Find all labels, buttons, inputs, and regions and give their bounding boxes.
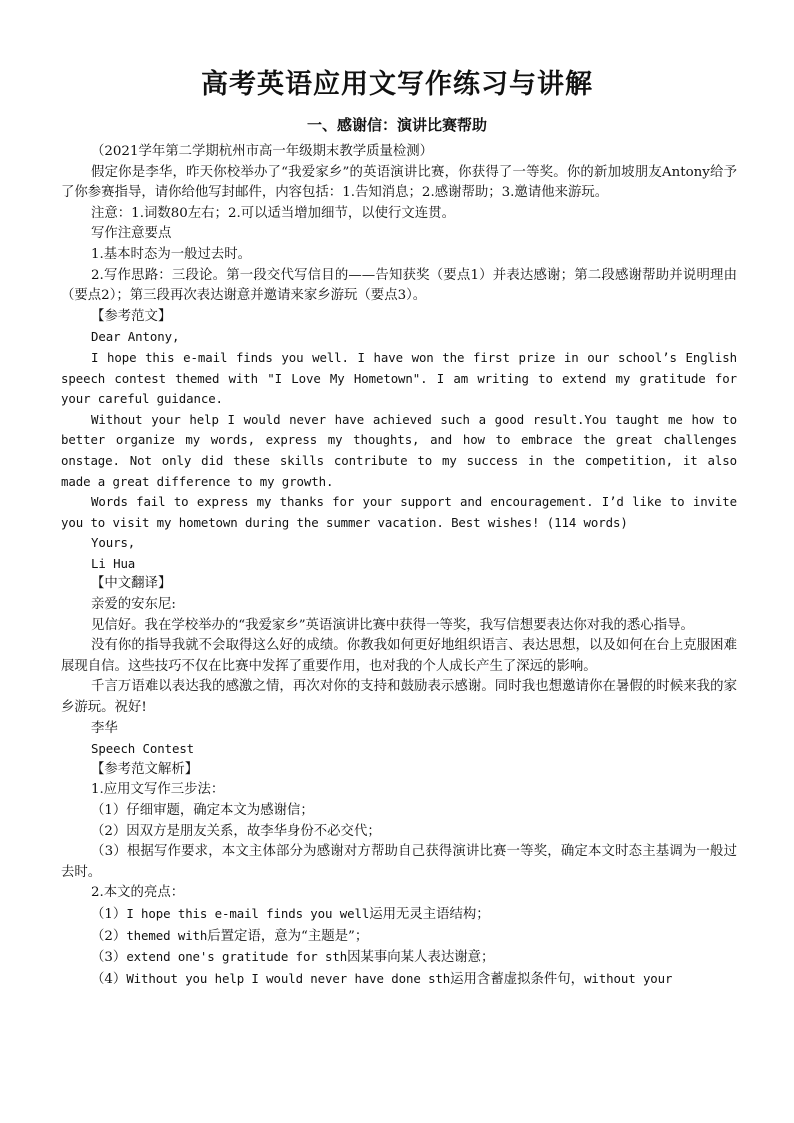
- analysis-step-2: （2）因双方是朋友关系，故李华身份不必交代；: [91, 823, 381, 839]
- highlight-4-chinese: 运用含蓄虚拟条件句，: [450, 971, 585, 987]
- highlights-heading: 2.本文的亮点：: [91, 885, 185, 901]
- analysis-step-heading: 1.应用文写作三步法：: [91, 782, 225, 798]
- translation-paragraph-3: 千言万语难以表达我的感激之情，再次对你的支持和鼓励表示感谢。同时我也想邀请你在暑假的时候来我的家乡游玩。祝好!: [61, 679, 737, 716]
- analysis-step-1: （1）仔细审题，确定本文为感谢信；: [91, 803, 314, 818]
- translation-heading: 【中文翻译】: [91, 576, 172, 592]
- letter-signature: Li Hua: [91, 555, 136, 571]
- highlight-3: （3）extend one's gratitude for sth因某事向某人表达谢意；: [91, 949, 495, 966]
- highlight-1: （1）I hope this e-mail finds you well运用无灵主语结构；: [91, 905, 490, 922]
- tips-heading: 写作注意要点: [91, 226, 172, 242]
- letter-paragraph-2: Without your help I would never have achieved such a good result.You taught me how to better organize my words, express my thoughts, and how to embrace the great challenges onstage. Not only did these skills contribute to my success in the competition, it also made a great difference to my growth.: [61, 411, 737, 489]
- letter-paragraph-1: I hope this e-mail finds you well. I have won the first prize in our school’s English speech contest themed with "I Love My Hometown". I am writing to extend my gratitude for your careful guidance.: [61, 349, 737, 407]
- translation-subject: Speech Contest: [91, 741, 195, 757]
- translation-signature: 李华: [91, 720, 118, 736]
- analysis-step-3: （3）根据写作要求，本文主体部分为感谢对方帮助自己获得演讲比赛一等奖，确定本文时态主基调为一般过去时。: [61, 844, 737, 880]
- document-body: [61, 142, 737, 990]
- reference-heading: 【参考范文】: [91, 308, 172, 324]
- highlight-4-tail: without your: [584, 970, 673, 986]
- analysis-heading: 【参考范文解析】: [91, 761, 199, 777]
- highlight-3-english: extend one's gratitude for sth: [126, 949, 348, 965]
- highlight-4: （4）Without you help I would never have done sth运用含蓄虚拟条件句，without your: [91, 970, 673, 987]
- highlight-2: （2）themed with后置定语，意为“主题是”；: [91, 927, 369, 944]
- highlight-1-english: I hope this e-mail finds you well: [126, 905, 370, 921]
- highlight-4-english: Without you help I would never have done sth: [126, 970, 451, 986]
- document-title: 高考英语应用文写作练习与讲解: [201, 69, 593, 100]
- translation-paragraph-1: 见信好。我在学校举办的“我爱家乡”英语演讲比赛中获得一等奖，我写信想要表达你对我的悉心指导。: [91, 617, 694, 633]
- letter-closing: Yours,: [91, 535, 136, 551]
- highlight-2-chinese: 后置定语，意为“主题是”；: [207, 928, 369, 944]
- translation-paragraph-2: 没有你的指导我就不会取得这么好的成绩。你教我如何更好地组织语言、表达思想，以及如何在台上克服困难展现自信。这些技巧不仅在比赛中发挥了重要作用，也对我的个人成长产生了深远的影响。: [61, 638, 737, 674]
- highlight-3-chinese: 因某事向某人表达谢意；: [347, 950, 495, 966]
- translation-salutation: 亲爱的安东尼:: [91, 597, 176, 613]
- prompt-paragraph: 假定你是李华，昨天你校举办了“我爱家乡”的英语演讲比赛，你获得了一等奖。你的新加坡朋友Antony给予了你参赛指导，请你给他写封邮件，内容包括：1.告知消息；2.感谢帮助；3.邀请他来游玩。: [61, 164, 737, 201]
- letter-paragraph-3: Words fail to express my thanks for your support and encouragement. I’d like to invite you to visit my hometown during the summer vacation. Best wishes! (114 words): [61, 494, 737, 530]
- tip-1: 1.基本时态为一般过去时。: [91, 246, 252, 262]
- highlight-2-english: themed with: [126, 927, 208, 943]
- letter-salutation: Dear Antony,: [91, 329, 180, 345]
- source-line: （2021学年第二学期杭州市高一年级期末教学质量检测）: [91, 144, 434, 159]
- highlight-1-chinese: 运用无灵主语结构；: [369, 906, 490, 922]
- note-line: 注意：1.词数80左右；2.可以适当增加细节，以使行文连贯。: [91, 205, 455, 221]
- section-title: 一、感谢信：演讲比赛帮助: [306, 116, 487, 134]
- tip-2: 2.写作思路：三段论。第一段交代写信目的——告知获奖（要点1）并表达感谢；第二段感谢帮助并说明理由（要点2）；第三段再次表达谢意并邀请来家乡游玩（要点3）。: [61, 267, 737, 304]
